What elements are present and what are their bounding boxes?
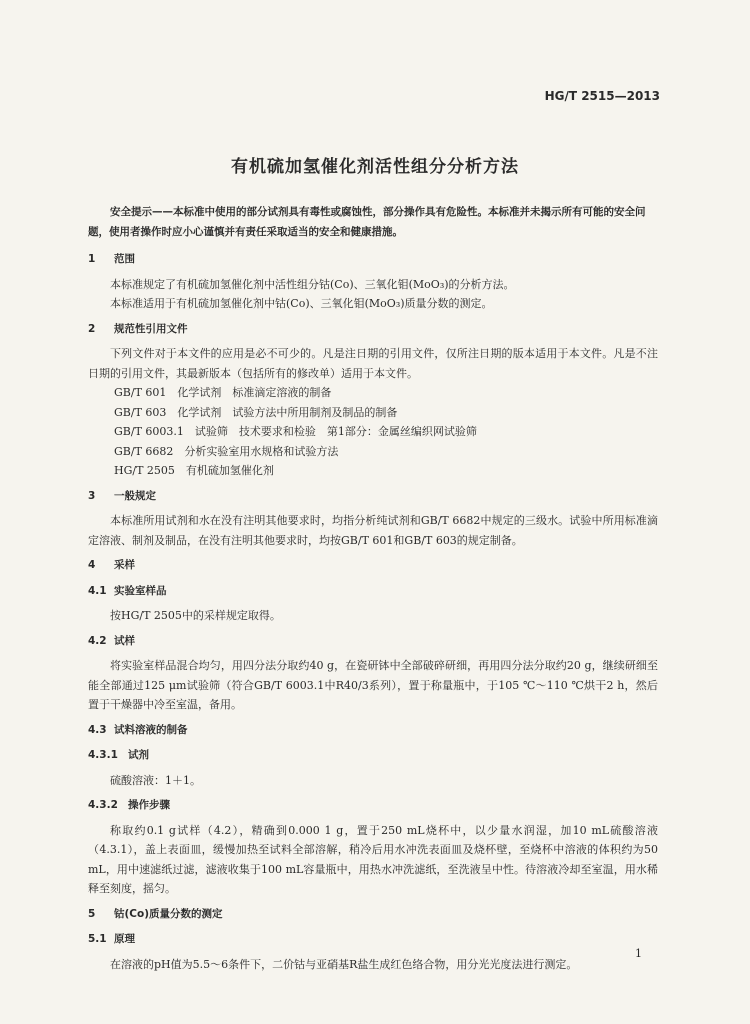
section-heading-5: 5 钴(Co)质量分数的测定 <box>88 907 223 920</box>
paragraph: 硫酸溶液：1＋1。 <box>110 773 201 787</box>
document-title: 有机硫加氢催化剂活性组分分析方法 <box>231 157 519 177</box>
section-heading-4-2: 4.2 试样 <box>88 634 135 647</box>
document-body <box>88 203 658 974</box>
paragraph: 本标准规定了有机硫加氢催化剂中活性组分钴(Co)、三氧化钼(MoO₃)的分析方法。 <box>110 277 515 291</box>
paragraph: 下列文件对于本文件的应用是必不可少的。凡是注日期的引用文件，仅所注日期的版本适用于本文件。凡是不注日期的引用文件，其最新版本（包括所有的修改单）适用于本文件。 <box>88 347 658 380</box>
paragraph: 在溶液的pH值为5.5～6条件下，二价钴与亚硝基R盐生成红色络合物，用分光光度法进行测定。 <box>110 957 578 971</box>
paragraph: 按HG/T 2505中的采样规定取得。 <box>110 609 281 622</box>
section-heading-4-1: 4.1 实验室样品 <box>88 584 167 597</box>
section-heading-1: 1 范围 <box>88 253 135 265</box>
safety-notice: 安全提示——本标准中使用的部分试剂具有毒性或腐蚀性，部分操作具有危险性。本标准并未揭示所有可能的安全问题，使用者操作时应小心谨慎并有责任采取适当的安全和健康措施。 <box>88 206 646 238</box>
reference-item: GB/T 6682 分析实验室用水规格和试验方法 <box>114 444 339 458</box>
section-heading-4-3: 4.3 试料溶液的制备 <box>88 723 188 736</box>
section-heading-4-3-1: 4.3.1 试剂 <box>88 749 149 761</box>
reference-item: GB/T 601 化学试剂 标准滴定溶液的制备 <box>114 386 332 399</box>
paragraph: 称取约0.1 g试样（4.2），精确到0.000 1 g，置于250 mL烧杯中，以少量水润湿，加10 mL硫酸溶液（4.3.1），盖上表面皿，缓慢加热至试料全部溶解，稍冷后用水冲洗表面皿及烧杯壁，至烧杯中溶液的体积约为50 mL，用中速滤纸过滤，滤液收集于100 mL容量瓶中，用热水冲洗滤纸，至洗液呈中性。待溶液冷却至室温，用水稀释至刻度，摇匀。 <box>88 823 658 895</box>
page-number: 1 <box>635 947 642 960</box>
section-heading-3: 3 一般规定 <box>88 489 156 502</box>
reference-item: HG/T 2505 有机硫加氢催化剂 <box>114 464 274 477</box>
section-heading-5-1: 5.1 原理 <box>88 933 135 945</box>
reference-item: GB/T 603 化学试剂 试验方法中所用制剂及制品的制备 <box>114 405 398 419</box>
paragraph: 将实验室样品混合均匀，用四分法分取约40 g，在瓷研钵中全部破碎研细，再用四分法分取约20 g，继续研细至能全部通过125 μm试验筛（符合GB/T 6003.1中R40/3系列），置于称量瓶中，于105 ℃～110 ℃烘干2 h，然后置于干燥器中冷至室温，备用。 <box>88 659 658 711</box>
standard-code: HG/T 2515—2013 <box>544 89 660 103</box>
section-heading-4-3-2: 4.3.2 操作步骤 <box>88 799 170 811</box>
paragraph: 本标准所用试剂和水在没有注明其他要求时，均指分析纯试剂和GB/T 6682中规定的三级水。试验中所用标准滴定溶液、制剂及制品，在没有注明其他要求时，均按GB/T 601和GB/T 603的规定制备。 <box>88 514 658 547</box>
reference-item: GB/T 6003.1 试验筛 技术要求和检验 第1部分：金属丝编织网试验筛 <box>114 425 477 438</box>
paragraph: 本标准适用于有机硫加氢催化剂中钴(Co)、三氧化钼(MoO₃)质量分数的测定。 <box>110 297 493 310</box>
section-heading-2: 2 规范性引用文件 <box>88 322 188 335</box>
section-heading-4: 4 采样 <box>88 559 135 571</box>
